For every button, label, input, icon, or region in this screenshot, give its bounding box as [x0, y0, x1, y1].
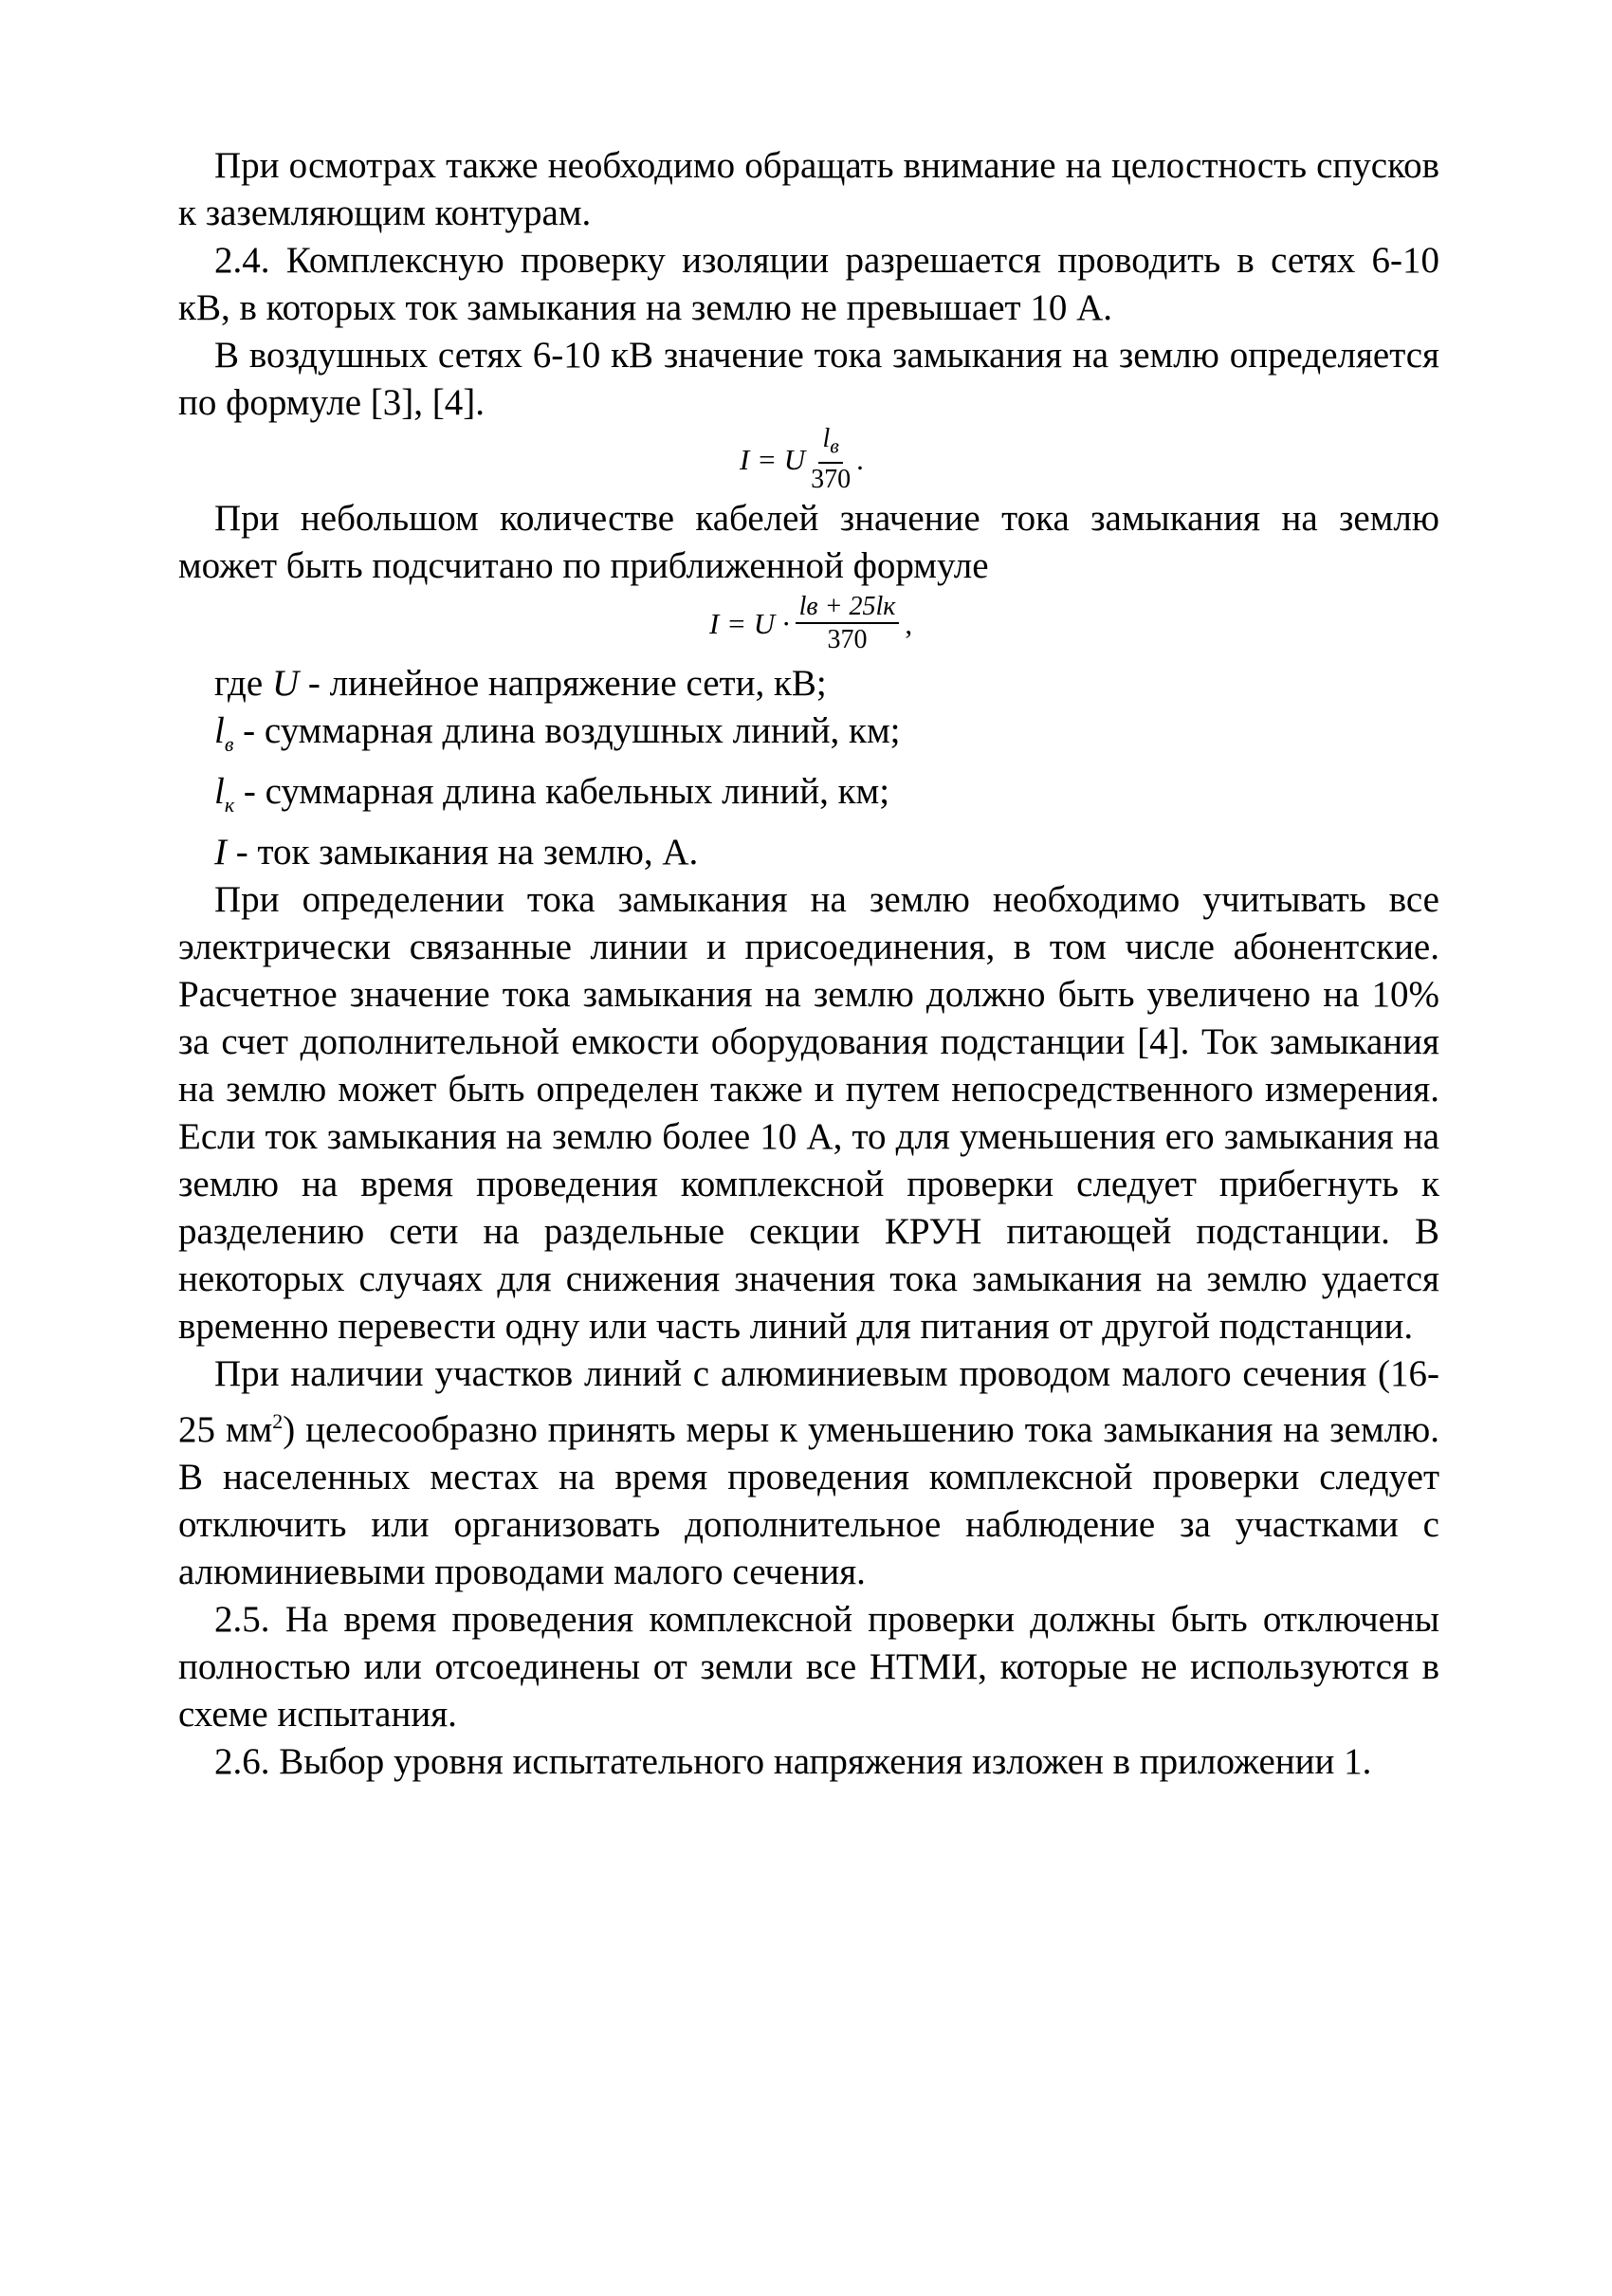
paragraph-overhead-formula-intro: В воздушных сетях 6-10 кВ значение тока замыкания на землю определяется по формуле [3], [4]. — [178, 335, 1439, 423]
formula2-lhs: I = U · — [709, 607, 790, 640]
formula2-fraction — [796, 593, 900, 655]
formula1-numerator-symbol: l — [822, 424, 831, 454]
legend-prefix: где — [214, 663, 272, 704]
legend-sub-lv: в — [224, 731, 234, 756]
legend-fault-current — [178, 829, 1439, 876]
p6-text-before: При наличии участков линий с алюминиевым проводом малого сечения (16-25 мм — [178, 1352, 1439, 1450]
legend-text-lk: - суммарная длина кабельных линий, км; — [234, 770, 890, 812]
formula-legend — [178, 660, 1439, 876]
formula1-trail: . — [856, 443, 864, 476]
paragraph-inspection-note: При осмотрах также необходимо обращать внимание на целостность спусков к заземляющим контурам. — [178, 145, 1439, 233]
formula2-numerator: lв + 25lк — [796, 593, 900, 624]
legend-symbol-lk: l — [214, 770, 225, 812]
formula1-numerator — [818, 425, 842, 464]
legend-symbol-i: I — [214, 831, 227, 872]
legend-symbol-u: U — [271, 663, 300, 704]
p6-superscript: 2 — [272, 1408, 284, 1433]
paragraph-2-4: 2.4. Комплексную проверку изоляции разрешается проводить в сетях 6-10 кВ, в которых ток замыкания на землю не превышает 10 А. — [178, 240, 1439, 328]
paragraph-2-5: 2.5. На время проведения комплексной проверки должны быть отключены полностью или отсоединены от земли все НТМИ, которые не используются в схеме испытания. — [178, 1598, 1439, 1735]
legend-cable-length — [178, 768, 1439, 829]
legend-symbol-lv: l — [214, 710, 225, 751]
formula1-fraction — [811, 425, 851, 495]
paragraph-fault-current-determination: При определении тока замыкания на землю необходимо учитывать все электрически связанные линии и присоединения, в том числе абонентские. Расчетное значение тока замыкания на землю должно быть увеличено на 10% за счет дополнительной емкости оборудования подстанции [4]. Ток замыкания на землю может быть определен также и путем непосредственного измерения. Если ток замыкания на землю более 10 А, то для уменьшения его замыкания на землю на время проведения комплексной проверки следует прибегнуть к разделению сети на раздельные секции КРУН питающей подстанции. В некоторых случаях для снижения значения тока замыкания на землю удается временно перевести одну или часть линий для питания от другой подстанции. — [178, 878, 1439, 1347]
legend-line-voltage — [178, 660, 1439, 707]
legend-text-u: - линейное напряжение сети, кВ; — [299, 663, 827, 704]
formula1-denominator: 370 — [811, 464, 852, 494]
formula-cable-approx — [178, 590, 1439, 658]
paragraph-cable-formula-intro: При небольшом количестве кабелей значение тока замыкания на землю может быть подсчитано по приближенной формуле — [178, 498, 1439, 586]
formula2-trail: , — [905, 607, 913, 640]
legend-text-i: - ток замыкания на землю, А. — [227, 831, 699, 872]
document-page — [178, 142, 1439, 1786]
legend-sub-lk: к — [224, 792, 235, 817]
paragraph-aluminium-wires — [178, 1350, 1439, 1596]
formula-overhead-lines — [178, 424, 1439, 494]
formula1-numerator-sub: в — [830, 433, 839, 458]
legend-overhead-length — [178, 707, 1439, 768]
legend-text-lv: - суммарная длина воздушных линий, км; — [233, 710, 901, 751]
formula1-lhs: I = U — [740, 443, 806, 476]
formula2-denominator: 370 — [827, 625, 868, 654]
paragraph-2-6: 2.6. Выбор уровня испытательного напряжения изложен в приложении 1. — [214, 1740, 1372, 1782]
p6-text-after: ) целесообразно принять меры к уменьшению тока замыкания на землю. В населенных местах на время проведения комплексной проверки следует отключить или организовать дополнительное наблюдение за участками с алюминиевыми проводами малого сечения. — [178, 1408, 1440, 1592]
